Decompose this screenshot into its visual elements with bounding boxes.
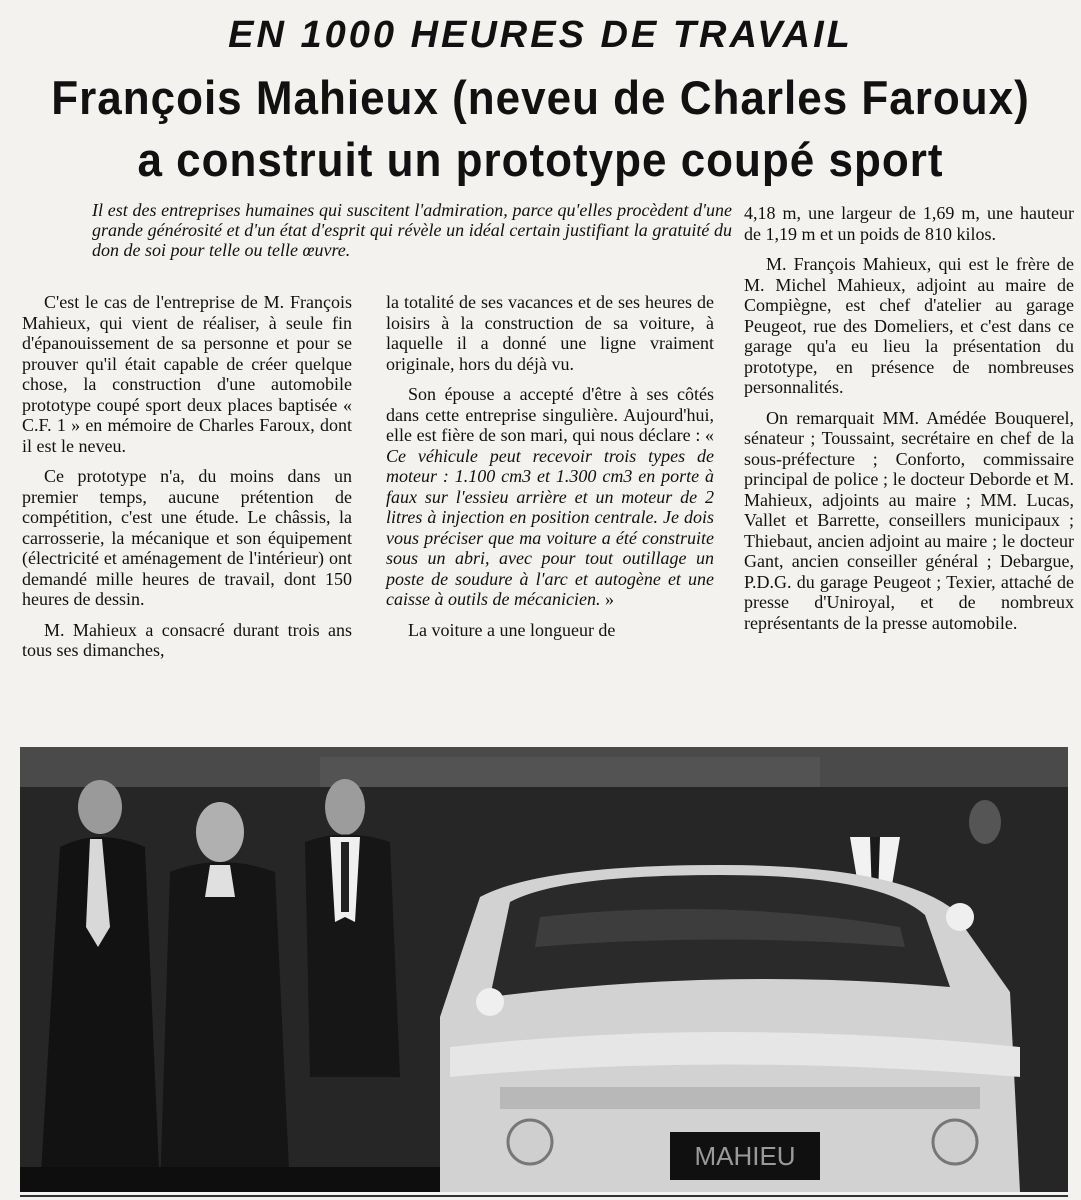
license-plate: MAHIEU [694, 1141, 796, 1171]
car-prototype [440, 865, 1020, 1192]
intro-paragraph: Il est des entreprises humaines qui suscitent l'admiration, parce qu'elles procèdent d'une grande générosité et d'un état d'esprit qui révèle un idéal certain justifiant la gratuité du don de soi pour telle ou telle œuvre. [92, 200, 732, 260]
article-column-1 [22, 292, 352, 671]
paragraph: On remarquait MM. Amédée Bouquerel, sénateur ; Toussaint, secrétaire en chef de la sous-préfecture ; Conforto, commissaire principal de police ; le docteur Deborde et M. Mahieux, adjoints au maire ; MM. Lucas, Vallet et Barrette, conseillers municipaux ; Thiebaut, ancien adjoint au maire ; le docteur Gant, ancien conseiller général ; Debargue, P.D.G. du garage Peugeot ; Texier, attaché de presse d'Uniroyal, et de nombreux représentants de la presse automobile. [744, 407, 1074, 633]
bottom-rule [20, 1195, 1068, 1197]
article-column-2 [386, 292, 714, 650]
paragraph-text: Son épouse a accepté d'être à ses côtés dans cette entreprise singulière. Aujourd'hui, elle est fière de son mari, qui nous déclare : « [386, 384, 714, 445]
headline-line-1: François Mahieux (neveu de Charles Faroux) [51, 72, 1030, 125]
paragraph: C'est le cas de l'entreprise de M. François Mahieux, qui vient de réaliser, à seule fin d'épanouissement de sa personne et pour se prouver qu'il était capable de créer quelque chose, la construction d'une automobile prototype coupé sport deux places baptisée « C.F. 1 » en mémoire de Charles Faroux, dont il est le neveu. [22, 292, 352, 456]
paragraph: 4,18 m, une largeur de 1,69 m, une hauteur de 1,19 m et un poids de 810 kilos. [744, 203, 1074, 244]
paragraph: La voiture a une longueur de [408, 619, 616, 640]
photo-illustration [20, 747, 1068, 1192]
paragraph: M. François Mahieux, qui est le frère de M. Michel Mahieux, adjoint au maire de Compiègne, est chef d'atelier au garage Peugeot, rue des Domeliers, et c'est dans ce garage qu'a eu lieu la présentation du prototype, en présence de nombreuses personnalités. [744, 254, 1074, 397]
paragraph [386, 384, 714, 610]
quote-text: Ce véhicule peut recevoir trois types de moteur : 1.100 cm3 et 1.300 cm3 en porte à faux sur l'essieu arrière et un moteur de 2 litres à injection en position centrale. Je dois vous préciser que ma voiture a été construite sous un abri, avec pour tout outillage un poste de soudure à l'arc et autogène et une caisse à outils de mécanicien. [386, 445, 714, 609]
kicker-title: EN 1000 HEURES DE TRAVAIL [228, 14, 853, 56]
paragraph: M. Mahieux a consacré durant trois ans tous ses dimanches, [22, 619, 352, 660]
paragraph: la totalité de ses vacances et de ses heures de loisirs à la construction de sa voiture, à laquelle il a donné une ligne vraiment originale, hors du déjà vu. [386, 292, 714, 374]
paragraph-text: » [600, 589, 614, 609]
paragraph: Ce prototype n'a, du moins dans un premier temps, aucune prétention de compétition, c'est une étude. Le châssis, la carrosserie, la mécanique et son équipement (électricité et aménagement de l'intérieur) ont demandé mille heures de travail, dont 150 heures de dessin. [22, 466, 352, 609]
news-photo [20, 747, 1068, 1192]
headline-line-2: a construit un prototype coupé sport [137, 134, 944, 187]
article-column-3 [744, 203, 1074, 643]
